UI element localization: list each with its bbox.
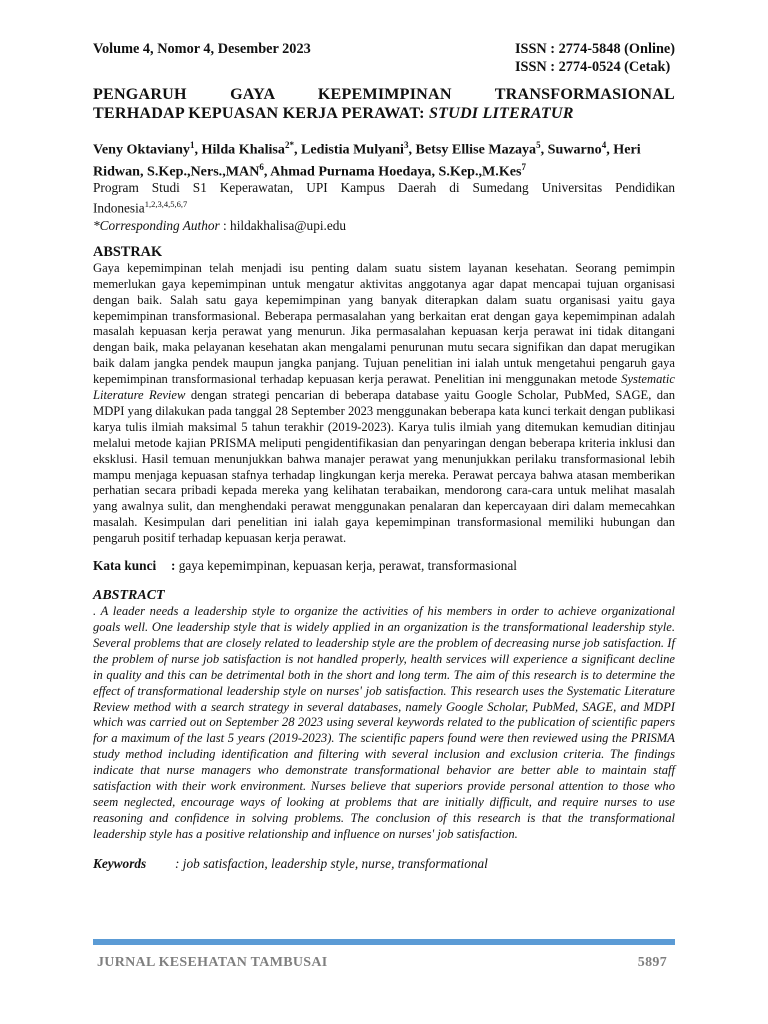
abstrak-body [93, 261, 675, 547]
page-header [93, 40, 675, 76]
author-list [93, 137, 675, 180]
abstrak-heading: ABSTRAK [93, 243, 163, 260]
author-name: Ahmad Purnama Hoedaya, S.Kep.,M.Kes [270, 163, 522, 180]
author-affil-sup: 6 [259, 161, 264, 172]
abstrak-part-1: Gaya kepemimpinan telah menjadi isu penting dalam suatu sistem layanan kesehatan. Seorang pemimpin memerlukan gaya kepemimpinan untuk mengatur aktivitas anggotanya agar dapat mencapai tujuan organisasi dengan baik. Salah satu gaya kepemimpinan yang banyak diterapkan dalam suatu organisasi yaitu gaya kepemimpinan transformasional. Beberapa permasalahan yang berkaitan erat dengan gaya kepemimpinan adalah masalah kepuasan kerja perawat yang menurun. Jika permasalahan kepuasan kerja perawat ini tidak ditangani dengan baik, maka pelayanan kesehatan akan mengalami penurunan mutu secara signifikan dan dapat merugikan baik dalam jangka pendek maupun jangka panjang. Tujuan penelitian ini ialah untuk mengetahui pengaruh gaya kepemimpinan transformasional terhadap kepuasan kerja perawat. Penelitian ini menggunakan metode [93, 260, 675, 387]
author-affil-sup: 4 [601, 140, 607, 150]
keywords [93, 855, 675, 872]
paper-page [93, 40, 675, 872]
corresponding-author [93, 217, 675, 234]
author-name: Suwarno [547, 141, 602, 158]
affiliation-text: Program Studi S1 Keperawatan, UPI Kampus Daerah di Sumedang Universitas Pendidikan Indonesia [93, 180, 675, 216]
author-affil-sup: 7 [521, 161, 527, 172]
journal-name: JURNAL KESEHATAN TAMBUSAI [97, 955, 328, 970]
kata-kunci-label: Kata kunci [93, 558, 157, 574]
author-separator: , [293, 141, 301, 158]
paper-title [93, 85, 675, 123]
author-name: Betsy Ellise Mazaya [415, 141, 537, 158]
author-name: Heri Ridwan, S.Kep.,Ners.,MAN [93, 141, 641, 180]
abstract-body: . A leader needs a leadership style to organize the activities of his members in order to achieve organizational goals well. One leadership style that is widely applied in an organization is the transformational leadership style. Several problems that are closely related to leadership style are the problem of decreasing nurse job satisfaction. If the problem of nurse job satisfaction is not handled properly, health services will experience a significant decline in quality and this can be detrimental both in the short and long term. The aim of this research is to determine the effect of transformational leadership style on nurses' job satisfaction. This research uses the Systematic Literature Review method with a search strategy in several databases, namely Google Scholar, PubMed, SAGE, and MDPI which was carried out on September 28 2023 using several keywords related to the publication of scientific papers for a maximum of the last 5 years (2019-2023). The scientific papers found were then reviewed using the PRISMA study method including identification and filtering with several inclusion and exclusion criteria. The findings indicate that nurse managers who demonstrate transformational behavior are better able to maintain staff satisfaction with their work environment. Nurses believe that superiors provide personal attention to those who seem neglected, encourage ways of looking at problems that are initially difficult, and require nurses to use reasoning and confidence in solving problems. The conclusion of this research is that the transformational leadership style has a positive relationship and influence on nurses' job satisfaction. [93, 604, 675, 841]
abstrak-part-2: dengan strategi pencarian di beberapa database yaitu Google Scholar, PubMed, SAGE, dan MDPI yang dilakukan pada tanggal 28 September 2023 menggunakan beberapa kata kunci terkait dengan publikasi karya tulis ilmiah maksimal 5 tahun terakhir (2019-2023). Karya tulis ilmiah yang ditemukan kemudian ditinjau melalui metode kajian PRISMA meliputi pengidentifikasian dan penyaringan dengan beberapa kriteria inklusi dan eksklusi. Hasil temuan menunjukkan bahwa manajer perawat yang menunjukkan perilaku transformasional lebih mampu menjaga kepuasan stafnya terhadap lingkungan kerja mereka. Perawat percaya bahwa atasan memberikan perhatian secara pribadi kepada mereka yang kelihatan terabaikan, mendorong cara-cara untuk melihat masalah yang awalnya sulit, dan menghendaki perawat menggunakan penalaran dan kepercayaan diri dalam memecahkan masalah. Kesimpulan dari penelitian ini ialah gaya kepemimpinan transformasional memiliki hubungan dan pengaruh positif terhadap kepuasan kerja perawat. [93, 388, 675, 546]
affiliation-sup: 1,2,3,4,5,6,7 [144, 199, 188, 210]
author-affil-sup: 2* [284, 140, 294, 150]
author-affil-sup: 5 [536, 140, 541, 150]
author-name: Hilda Khalisa [201, 141, 285, 158]
author-affil-sup: 3 [403, 140, 409, 150]
author-name: Ledistia Mulyani [301, 141, 404, 158]
title-line-2-italic: STUDI LITERATUR [428, 105, 574, 122]
keywords-colon: : [175, 855, 180, 871]
footer-rule [93, 939, 675, 945]
keywords-label: Keywords [93, 855, 147, 871]
author-separator: , [540, 141, 548, 158]
abstrak-italic: Systematic Literature Review [93, 372, 675, 403]
keywords-text: job satisfaction, leadership style, nurse, transformational [179, 855, 488, 871]
issn-online: ISSN : 2774-5848 (Online) [514, 41, 675, 57]
author-affil-sup: 1 [189, 140, 195, 150]
abstract-heading: ABSTRACT [93, 588, 165, 604]
corresponding-email: : hildakhalisa@upi.edu [219, 217, 347, 233]
corresponding-label: *Corresponding Author [93, 217, 220, 233]
kata-kunci-colon: : [171, 558, 176, 574]
author-separator: , [408, 141, 416, 158]
page-footer [93, 955, 667, 971]
author-separator: , [194, 141, 202, 158]
kata-kunci-text: gaya kepemimpinan, kepuasan kerja, perawat, transformasional [175, 558, 517, 574]
author-separator: , [606, 141, 614, 158]
volume-info: Volume 4, Nomor 4, Desember 2023 [93, 41, 311, 57]
affiliation [93, 180, 675, 216]
title-line-2: TERHADAP KEPUASAN KERJA PERAWAT: [93, 105, 429, 122]
kata-kunci [93, 557, 675, 574]
author-name: Veny Oktaviany [93, 141, 190, 158]
author-separator: , [263, 163, 271, 180]
issn-print: ISSN : 2774-0524 (Cetak) [514, 59, 671, 75]
issn-block [515, 40, 675, 76]
title-line-1: PENGARUH GAYA KEPEMIMPINAN TRANSFORMASIONAL [93, 86, 675, 103]
page-number: 5897 [637, 955, 667, 970]
